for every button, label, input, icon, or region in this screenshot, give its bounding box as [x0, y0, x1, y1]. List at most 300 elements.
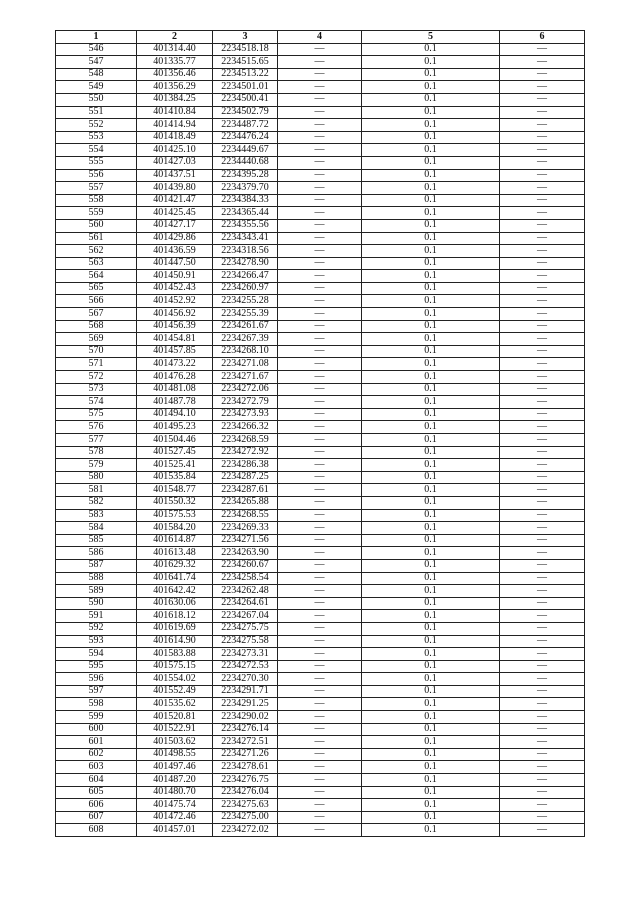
- table-cell: —: [500, 660, 585, 673]
- table-cell: —: [500, 320, 585, 333]
- table-cell: —: [500, 559, 585, 572]
- table-cell: —: [500, 748, 585, 761]
- table-cell: 598: [56, 698, 137, 711]
- table-cell: 580: [56, 471, 137, 484]
- table-cell: —: [500, 333, 585, 346]
- table-cell: 2234449.67: [213, 144, 278, 157]
- table-cell: —: [500, 408, 585, 421]
- table-cell: 401614.87: [137, 534, 213, 547]
- table-cell: 2234271.08: [213, 358, 278, 371]
- table-cell: 401480.70: [137, 786, 213, 799]
- table-cell: 0.1: [362, 559, 500, 572]
- table-cell: 607: [56, 811, 137, 824]
- table-cell: 401450.91: [137, 270, 213, 283]
- table-cell: —: [278, 547, 362, 560]
- table-row: [56, 610, 585, 623]
- table-cell: —: [278, 408, 362, 421]
- table-row: [56, 207, 585, 220]
- table-cell: —: [500, 622, 585, 635]
- table-row: [56, 761, 585, 774]
- table-cell: 605: [56, 786, 137, 799]
- table-cell: 0.1: [362, 257, 500, 270]
- table-cell: —: [500, 597, 585, 610]
- table-cell: 0.1: [362, 484, 500, 497]
- table-cell: —: [500, 345, 585, 358]
- table-cell: 2234269.33: [213, 522, 278, 535]
- table-cell: 401522.91: [137, 723, 213, 736]
- table-cell: —: [278, 786, 362, 799]
- table-cell: 0.1: [362, 383, 500, 396]
- table-cell: 0.1: [362, 345, 500, 358]
- table-cell: 2234276.04: [213, 786, 278, 799]
- table-cell: 592: [56, 622, 137, 635]
- table-cell: 2234278.61: [213, 761, 278, 774]
- table-cell: 0.1: [362, 446, 500, 459]
- table-cell: 589: [56, 585, 137, 598]
- table-cell: 401384.25: [137, 93, 213, 106]
- table-cell: 401630.06: [137, 597, 213, 610]
- table-cell: 2234267.04: [213, 610, 278, 623]
- table-cell: —: [278, 358, 362, 371]
- table-cell: —: [500, 81, 585, 94]
- table-cell: —: [500, 496, 585, 509]
- table-cell: 2234272.92: [213, 446, 278, 459]
- table-cell: —: [278, 597, 362, 610]
- table-cell: 2234500.41: [213, 93, 278, 106]
- table-cell: 571: [56, 358, 137, 371]
- table-cell: —: [500, 371, 585, 384]
- table-cell: 401439.80: [137, 182, 213, 195]
- table-cell: 566: [56, 295, 137, 308]
- table-cell: 401427.03: [137, 156, 213, 169]
- table-cell: 0.1: [362, 295, 500, 308]
- table-row: [56, 597, 585, 610]
- table-cell: 581: [56, 484, 137, 497]
- table-cell: —: [278, 635, 362, 648]
- table-cell: 0.1: [362, 207, 500, 220]
- table-row: [56, 585, 585, 598]
- table-cell: 0.1: [362, 811, 500, 824]
- table-cell: 0.1: [362, 169, 500, 182]
- table-cell: —: [500, 635, 585, 648]
- table-cell: 401494.10: [137, 408, 213, 421]
- table-cell: 0.1: [362, 308, 500, 321]
- table-cell: 0.1: [362, 622, 500, 635]
- table-row: [56, 811, 585, 824]
- table-cell: 554: [56, 144, 137, 157]
- table-cell: 401504.46: [137, 434, 213, 447]
- table-row: [56, 119, 585, 132]
- table-cell: —: [500, 698, 585, 711]
- table-row: [56, 723, 585, 736]
- table-cell: 2234255.28: [213, 295, 278, 308]
- table-row: [56, 748, 585, 761]
- table-cell: 0.1: [362, 182, 500, 195]
- table-row: [56, 308, 585, 321]
- table-cell: 576: [56, 421, 137, 434]
- table-cell: 2234275.63: [213, 799, 278, 812]
- table-cell: 0.1: [362, 534, 500, 547]
- table-row: [56, 786, 585, 799]
- table-cell: 2234501.01: [213, 81, 278, 94]
- table-cell: 578: [56, 446, 137, 459]
- table-cell: 0.1: [362, 496, 500, 509]
- table-cell: 2234272.06: [213, 383, 278, 396]
- table-cell: —: [278, 232, 362, 245]
- table-cell: 401641.74: [137, 572, 213, 585]
- table-cell: —: [500, 685, 585, 698]
- table-cell: —: [500, 509, 585, 522]
- table-cell: 401456.92: [137, 308, 213, 321]
- table-cell: 572: [56, 371, 137, 384]
- table-cell: 573: [56, 383, 137, 396]
- table-cell: 401550.32: [137, 496, 213, 509]
- table-cell: —: [278, 698, 362, 711]
- table-cell: 2234264.61: [213, 597, 278, 610]
- table-row: [56, 434, 585, 447]
- table-row: [56, 459, 585, 472]
- table-row: [56, 736, 585, 749]
- table-cell: 585: [56, 534, 137, 547]
- table-cell: —: [500, 648, 585, 661]
- table-cell: 2234273.31: [213, 648, 278, 661]
- table-cell: 2234260.97: [213, 282, 278, 295]
- table-cell: 0.1: [362, 786, 500, 799]
- table-cell: —: [278, 459, 362, 472]
- table-row: [56, 68, 585, 81]
- header-row: [56, 31, 585, 44]
- table-cell: 590: [56, 597, 137, 610]
- table-cell: —: [500, 572, 585, 585]
- table-cell: 0.1: [362, 358, 500, 371]
- table-cell: 401452.92: [137, 295, 213, 308]
- table-cell: 2234267.39: [213, 333, 278, 346]
- table-cell: 565: [56, 282, 137, 295]
- table-cell: 401498.55: [137, 748, 213, 761]
- table-cell: —: [278, 446, 362, 459]
- table-row: [56, 182, 585, 195]
- table-cell: —: [500, 761, 585, 774]
- table-cell: —: [500, 308, 585, 321]
- table-cell: —: [278, 333, 362, 346]
- table-cell: 2234291.71: [213, 685, 278, 698]
- table-cell: 401410.84: [137, 106, 213, 119]
- table-cell: —: [278, 723, 362, 736]
- table-cell: —: [500, 824, 585, 837]
- table-row: [56, 232, 585, 245]
- table-cell: 401495.23: [137, 421, 213, 434]
- table-cell: —: [500, 434, 585, 447]
- table-cell: 0.1: [362, 156, 500, 169]
- table-cell: 401418.49: [137, 131, 213, 144]
- table-cell: —: [278, 824, 362, 837]
- table-cell: —: [278, 282, 362, 295]
- table-cell: —: [500, 194, 585, 207]
- table-cell: 401535.84: [137, 471, 213, 484]
- table-cell: 570: [56, 345, 137, 358]
- column-header-5: 5: [362, 31, 500, 44]
- table-cell: 2234286.38: [213, 459, 278, 472]
- column-header-3: 3: [213, 31, 278, 44]
- table-cell: 587: [56, 559, 137, 572]
- table-cell: 2234260.67: [213, 559, 278, 572]
- table-cell: —: [500, 207, 585, 220]
- table-cell: 552: [56, 119, 137, 132]
- table-cell: 608: [56, 824, 137, 837]
- table-cell: 2234271.56: [213, 534, 278, 547]
- table-cell: 401618.12: [137, 610, 213, 623]
- table-cell: 0.1: [362, 824, 500, 837]
- table-cell: 401447.50: [137, 257, 213, 270]
- table-cell: 2234272.79: [213, 396, 278, 409]
- table-cell: 588: [56, 572, 137, 585]
- table-cell: 0.1: [362, 585, 500, 598]
- table-row: [56, 824, 585, 837]
- table-cell: 401552.49: [137, 685, 213, 698]
- table-cell: —: [500, 93, 585, 106]
- table-cell: 2234275.58: [213, 635, 278, 648]
- table-cell: 0.1: [362, 597, 500, 610]
- table-row: [56, 509, 585, 522]
- table-cell: 547: [56, 56, 137, 69]
- table-cell: —: [278, 509, 362, 522]
- table-cell: 2234276.14: [213, 723, 278, 736]
- table-cell: 401356.29: [137, 81, 213, 94]
- table-cell: 2234395.28: [213, 169, 278, 182]
- table-row: [56, 622, 585, 635]
- table-cell: —: [278, 711, 362, 724]
- table-row: [56, 698, 585, 711]
- table-cell: —: [278, 496, 362, 509]
- table-cell: —: [278, 257, 362, 270]
- table-cell: 0.1: [362, 434, 500, 447]
- table-cell: 401429.86: [137, 232, 213, 245]
- table-cell: 601: [56, 736, 137, 749]
- table-cell: 556: [56, 169, 137, 182]
- table-cell: 401481.08: [137, 383, 213, 396]
- column-header-6: 6: [500, 31, 585, 44]
- table-cell: —: [500, 358, 585, 371]
- table-cell: —: [278, 774, 362, 787]
- table-cell: 0.1: [362, 56, 500, 69]
- table-cell: —: [500, 484, 585, 497]
- table-cell: 401356.46: [137, 68, 213, 81]
- table-cell: —: [500, 182, 585, 195]
- table-cell: 0.1: [362, 43, 500, 56]
- table-cell: 401584.20: [137, 522, 213, 535]
- table-cell: 2234263.90: [213, 547, 278, 560]
- table-cell: —: [278, 56, 362, 69]
- table-cell: —: [278, 383, 362, 396]
- table-cell: —: [500, 245, 585, 258]
- table-cell: 0.1: [362, 320, 500, 333]
- table-cell: —: [278, 308, 362, 321]
- table-cell: 0.1: [362, 723, 500, 736]
- table-cell: 401487.20: [137, 774, 213, 787]
- table-cell: 0.1: [362, 685, 500, 698]
- table-cell: —: [278, 156, 362, 169]
- table-cell: 0.1: [362, 232, 500, 245]
- table-row: [56, 282, 585, 295]
- table-body: [56, 43, 585, 836]
- table-cell: —: [278, 169, 362, 182]
- table-cell: 2234355.56: [213, 219, 278, 232]
- table-cell: 583: [56, 509, 137, 522]
- table-cell: —: [500, 156, 585, 169]
- table-cell: —: [278, 119, 362, 132]
- table-cell: —: [278, 43, 362, 56]
- table-cell: —: [500, 68, 585, 81]
- table-cell: —: [500, 383, 585, 396]
- table-cell: 0.1: [362, 194, 500, 207]
- table-cell: 2234287.61: [213, 484, 278, 497]
- table-cell: —: [278, 471, 362, 484]
- table-row: [56, 320, 585, 333]
- table-cell: —: [278, 685, 362, 698]
- table-cell: —: [500, 144, 585, 157]
- table-cell: 401335.77: [137, 56, 213, 69]
- table-row: [56, 635, 585, 648]
- table-row: [56, 471, 585, 484]
- table-row: [56, 421, 585, 434]
- table-cell: 2234271.67: [213, 371, 278, 384]
- table-cell: —: [278, 811, 362, 824]
- table-cell: 401525.41: [137, 459, 213, 472]
- table-cell: 401548.77: [137, 484, 213, 497]
- table-cell: —: [278, 194, 362, 207]
- table-cell: —: [500, 534, 585, 547]
- table-cell: 2234275.75: [213, 622, 278, 635]
- table-cell: 606: [56, 799, 137, 812]
- table-cell: 594: [56, 648, 137, 661]
- table-row: [56, 333, 585, 346]
- table-cell: —: [278, 572, 362, 585]
- table-cell: —: [278, 799, 362, 812]
- table-row: [56, 219, 585, 232]
- table-cell: 401414.94: [137, 119, 213, 132]
- table-cell: 0.1: [362, 270, 500, 283]
- table-cell: 401472.46: [137, 811, 213, 824]
- table-cell: 401456.39: [137, 320, 213, 333]
- table-row: [56, 660, 585, 673]
- table-cell: 551: [56, 106, 137, 119]
- table-cell: —: [500, 723, 585, 736]
- table-row: [56, 106, 585, 119]
- table-cell: —: [500, 257, 585, 270]
- table-cell: 401475.74: [137, 799, 213, 812]
- table-cell: 0.1: [362, 131, 500, 144]
- table-cell: 0.1: [362, 119, 500, 132]
- table-cell: —: [500, 270, 585, 283]
- table-row: [56, 245, 585, 258]
- table-cell: —: [500, 471, 585, 484]
- table-cell: 602: [56, 748, 137, 761]
- table-cell: 0.1: [362, 333, 500, 346]
- table-cell: 2234487.72: [213, 119, 278, 132]
- table-cell: —: [500, 232, 585, 245]
- table-cell: 0.1: [362, 245, 500, 258]
- table-cell: —: [500, 106, 585, 119]
- table-cell: —: [278, 673, 362, 686]
- table-cell: —: [278, 748, 362, 761]
- table-cell: 401457.85: [137, 345, 213, 358]
- table-row: [56, 383, 585, 396]
- table-cell: 577: [56, 434, 137, 447]
- table-cell: —: [278, 648, 362, 661]
- table-cell: —: [278, 270, 362, 283]
- table-cell: 401487.78: [137, 396, 213, 409]
- table-cell: 2234262.48: [213, 585, 278, 598]
- table-cell: 550: [56, 93, 137, 106]
- column-header-1: 1: [56, 31, 137, 44]
- table-cell: 401575.15: [137, 660, 213, 673]
- table-cell: 401503.62: [137, 736, 213, 749]
- table-cell: 575: [56, 408, 137, 421]
- table-cell: 555: [56, 156, 137, 169]
- table-cell: —: [278, 660, 362, 673]
- table-cell: 2234261.67: [213, 320, 278, 333]
- table-cell: 0.1: [362, 471, 500, 484]
- table-row: [56, 522, 585, 535]
- table-cell: 401421.47: [137, 194, 213, 207]
- table-row: [56, 56, 585, 69]
- table-cell: —: [278, 131, 362, 144]
- table-cell: 593: [56, 635, 137, 648]
- table-cell: —: [278, 371, 362, 384]
- table-cell: —: [500, 786, 585, 799]
- table-cell: 604: [56, 774, 137, 787]
- table-cell: —: [500, 421, 585, 434]
- table-cell: 2234272.02: [213, 824, 278, 837]
- table-cell: 2234266.47: [213, 270, 278, 283]
- table-cell: 2234513.22: [213, 68, 278, 81]
- table-cell: 2234276.75: [213, 774, 278, 787]
- table-cell: —: [500, 736, 585, 749]
- table-cell: —: [278, 345, 362, 358]
- table-cell: 564: [56, 270, 137, 283]
- table-cell: —: [278, 68, 362, 81]
- table-cell: 0.1: [362, 748, 500, 761]
- table-cell: 582: [56, 496, 137, 509]
- table-cell: 401437.51: [137, 169, 213, 182]
- table-cell: —: [278, 219, 362, 232]
- table-cell: —: [500, 295, 585, 308]
- table-cell: 2234502.79: [213, 106, 278, 119]
- table-cell: —: [500, 43, 585, 56]
- table-cell: —: [500, 673, 585, 686]
- table-cell: 562: [56, 245, 137, 258]
- table-cell: 401436.59: [137, 245, 213, 258]
- table-cell: 560: [56, 219, 137, 232]
- table-row: [56, 496, 585, 509]
- table-row: [56, 648, 585, 661]
- table-row: [56, 93, 585, 106]
- table-row: [56, 270, 585, 283]
- table-cell: —: [278, 207, 362, 220]
- table-cell: 0.1: [362, 106, 500, 119]
- table-cell: 596: [56, 673, 137, 686]
- table-cell: —: [278, 736, 362, 749]
- table-cell: 2234518.18: [213, 43, 278, 56]
- table-cell: 586: [56, 547, 137, 560]
- table-cell: —: [278, 93, 362, 106]
- table-cell: —: [278, 396, 362, 409]
- table-cell: 2234268.55: [213, 509, 278, 522]
- table-cell: 0.1: [362, 660, 500, 673]
- table-cell: 2234291.25: [213, 698, 278, 711]
- table-cell: 579: [56, 459, 137, 472]
- table-cell: 0.1: [362, 736, 500, 749]
